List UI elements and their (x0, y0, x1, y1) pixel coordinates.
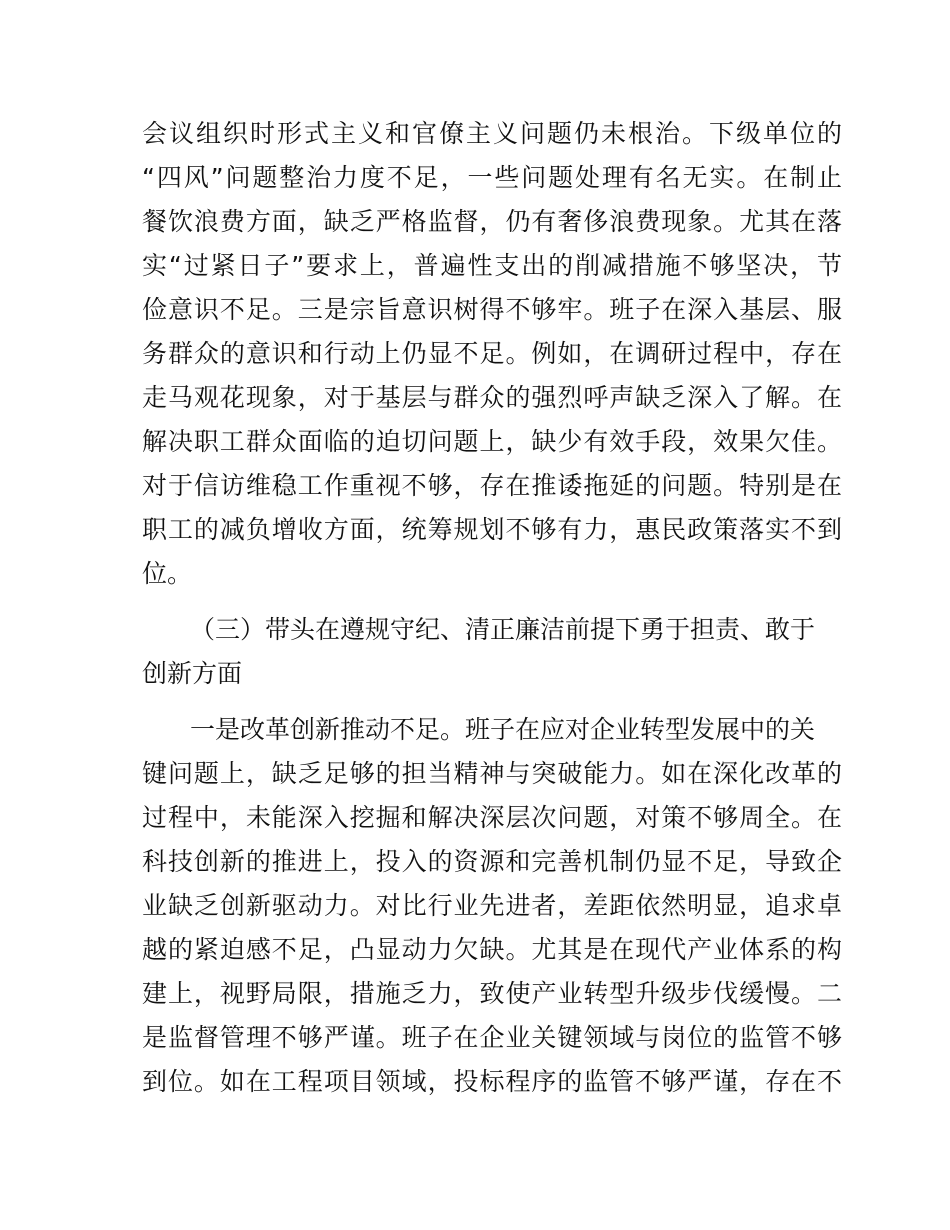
text-line: 走马观花现象，对于基层与群众的强烈呼声缺乏深入了解。在 (142, 383, 842, 412)
text-line: 解决职工群众面临的迫切问题上，缺少有效手段，效果欠佳。 (142, 427, 842, 456)
text-line: 业缺乏创新驱动力。对比行业先进者，差距依然明显，追求卓 (142, 891, 842, 920)
text-line: 务群众的意识和行动上仍显不足。例如，在调研过程中，存在 (142, 339, 842, 368)
text-line: 位。 (142, 559, 193, 588)
text-line: 会议组织时形式主义和官僚主义问题仍未根治。下级单位的 (142, 119, 842, 148)
text-line: 职工的减负增收方面，统筹规划不够有力，惠民政策落实不到 (142, 515, 842, 544)
text-line: 餐饮浪费方面，缺乏严格监督，仍有奢侈浪费现象。尤其在落 (142, 207, 842, 236)
section-heading-continuation: 创新方面 (142, 659, 243, 688)
text-line: 实“过紧日子”要求上，普遍性支出的削减措施不够坚决，节 (142, 251, 842, 280)
text-line: 键问题上，缺乏足够的担当精神与突破能力。如在深化改革的 (142, 759, 842, 788)
text-line: 过程中，未能深入挖掘和解决深层次问题，对策不够周全。在 (142, 803, 842, 832)
text-line: “四风”问题整治力度不足，一些问题处理有名无实。在制止 (142, 163, 842, 192)
text-line: 到位。如在工程项目领域，投标程序的监管不够严谨，存在不 (142, 1067, 842, 1096)
text-line: 越的紧迫感不足，凸显动力欠缺。尤其是在现代产业体系的构 (142, 935, 842, 964)
text-line: 建上，视野局限，措施乏力，致使产业转型升级步伐缓慢。二 (142, 979, 842, 1008)
text-line: 俭意识不足。三是宗旨意识树得不够牢。班子在深入基层、服 (142, 295, 842, 324)
text-line: 科技创新的推进上，投入的资源和完善机制仍显不足，导致企 (142, 847, 842, 876)
text-line: 是监督管理不够严谨。班子在企业关键领域与岗位的监管不够 (142, 1023, 842, 1052)
section-heading: （三）带头在遵规守纪、清正廉洁前提下勇于担责、敢于 (190, 615, 816, 644)
text-line: 对于信访维稳工作重视不够，存在推诿拖延的问题。特别是在 (142, 471, 842, 500)
paragraph-first-line: 一是改革创新推动不足。班子在应对企业转型发展中的关 (190, 715, 816, 744)
